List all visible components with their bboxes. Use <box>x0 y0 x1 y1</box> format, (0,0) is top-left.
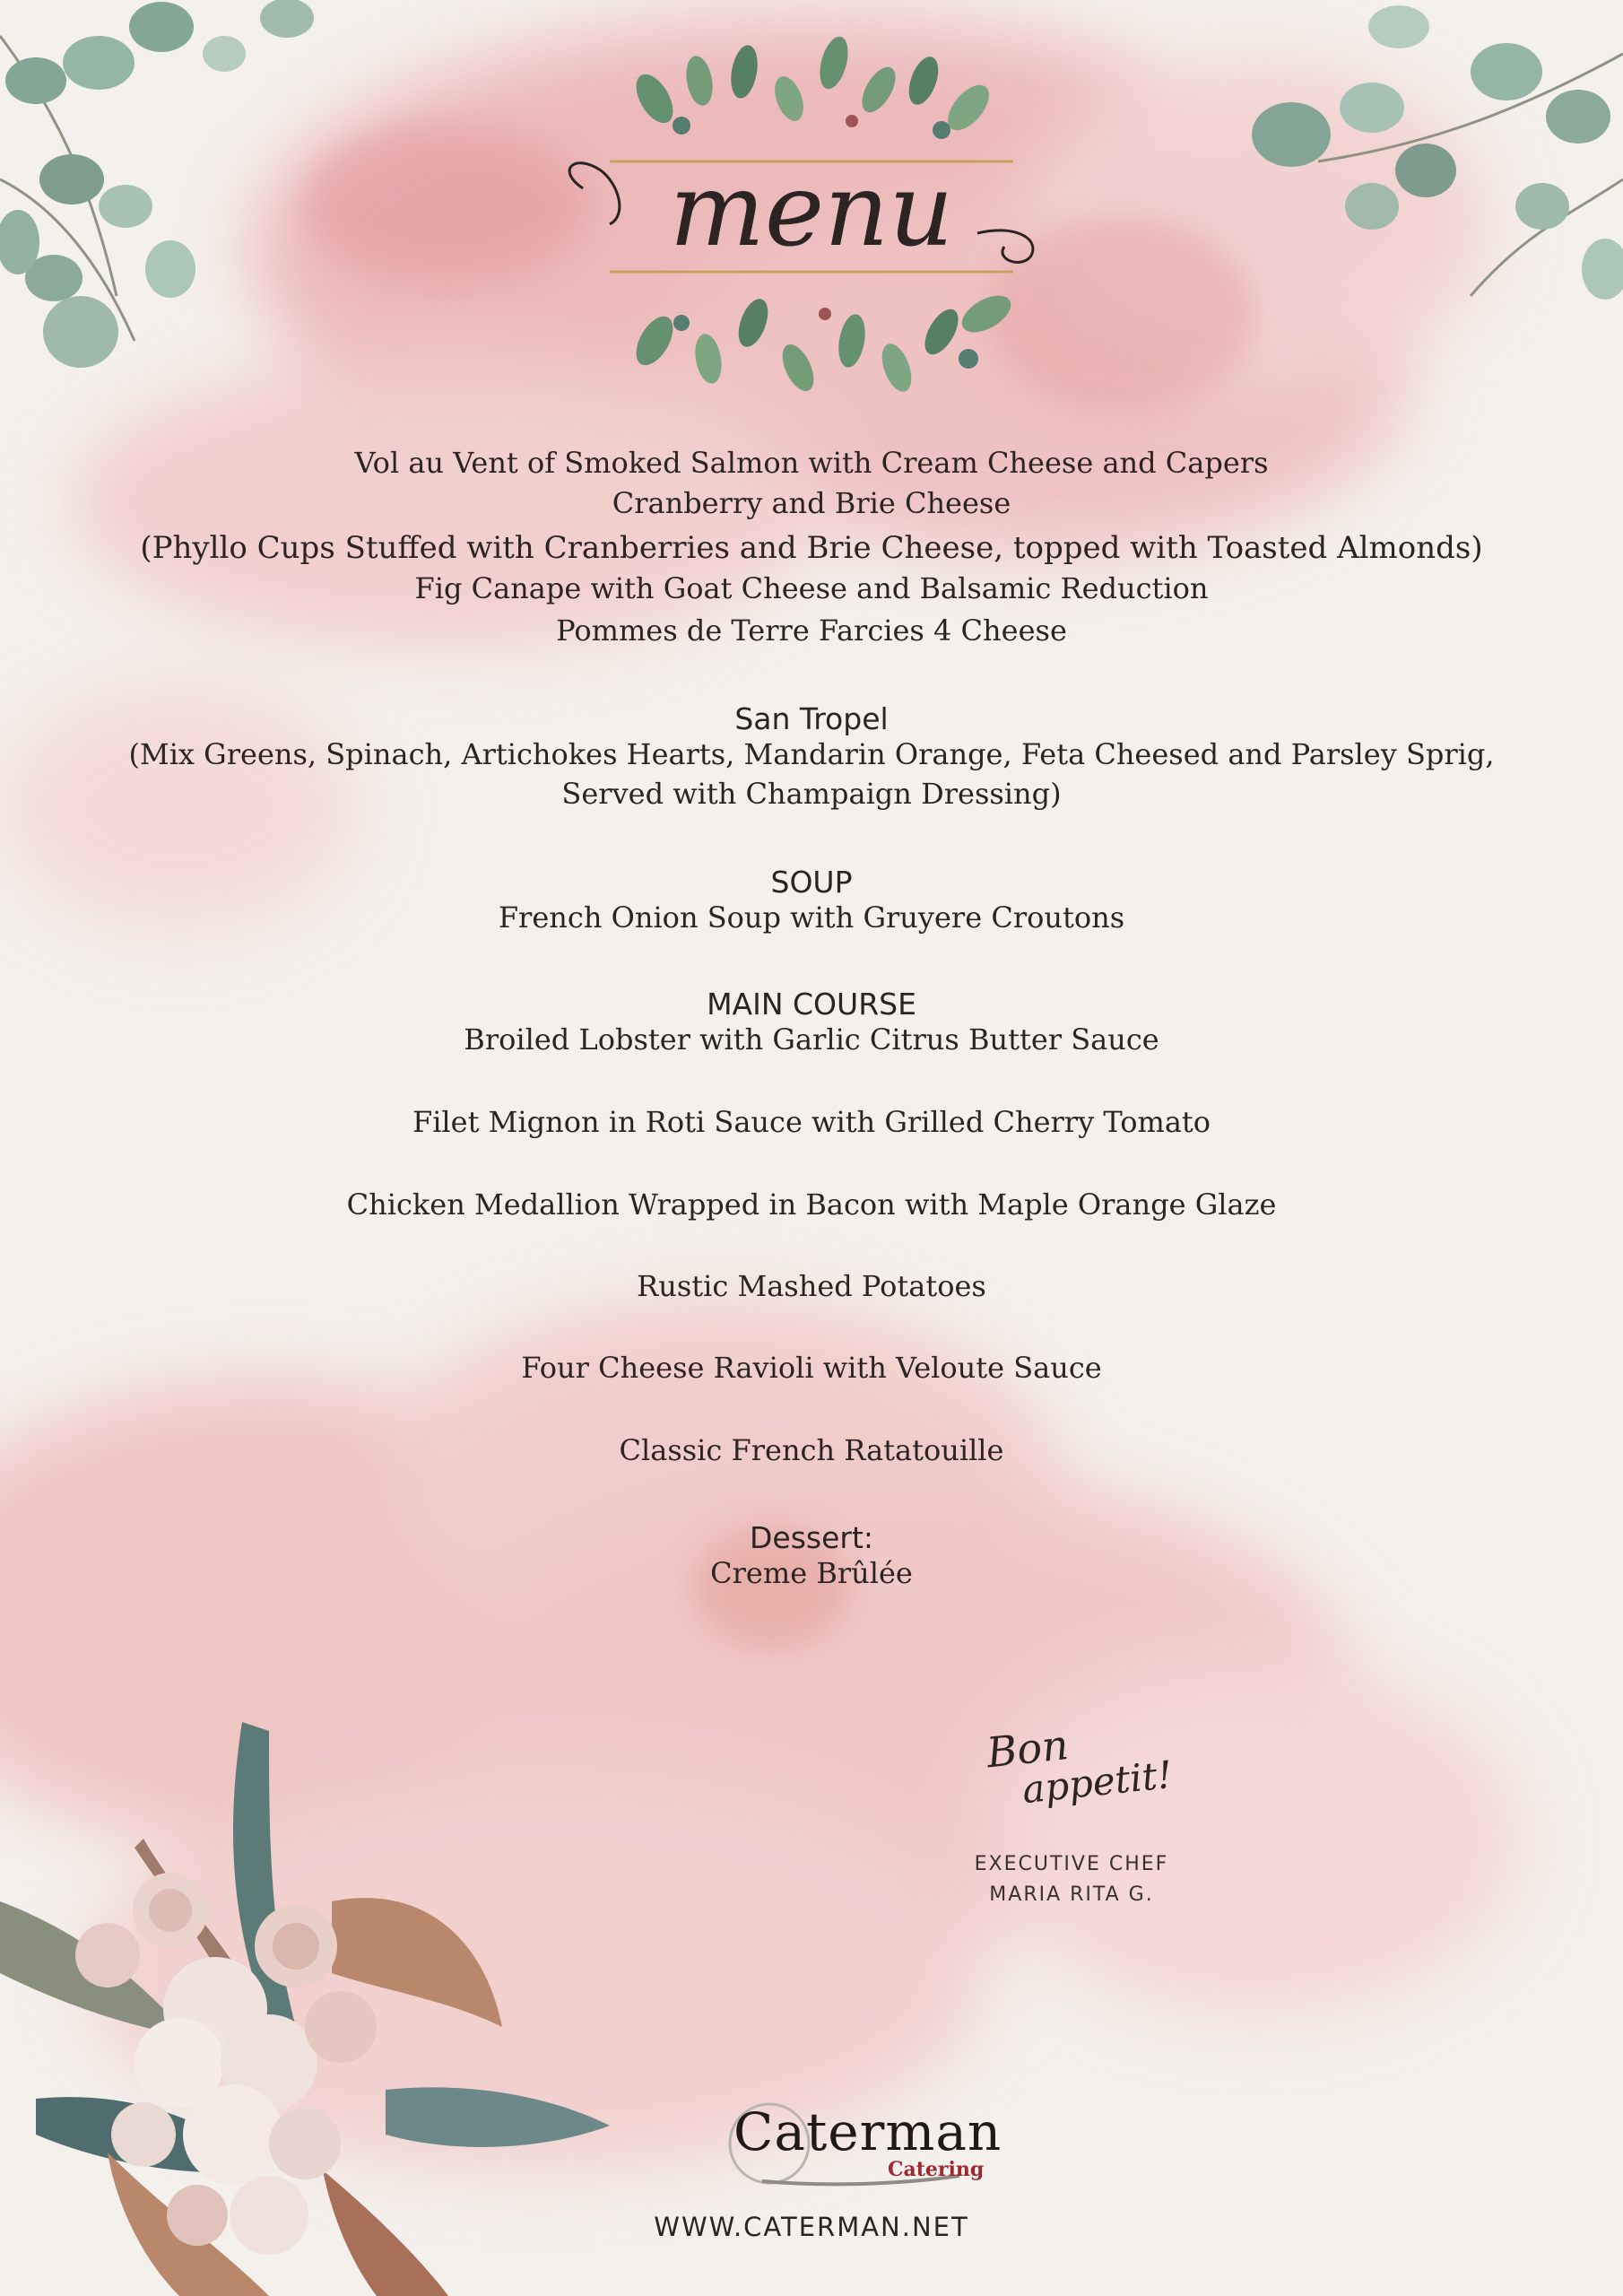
website-url[interactable]: WWW.CATERMAN.NET <box>654 2212 969 2242</box>
soup-item: French Onion Soup with Gruyere Croutons <box>498 900 1125 935</box>
logo-subtitle: Catering <box>888 2158 985 2181</box>
dessert-heading: Dessert: <box>749 1520 874 1555</box>
chef-title: EXECUTIVE CHEF <box>974 1853 1169 1875</box>
main-course-item: Classic French Ratatouille <box>619 1433 1004 1467</box>
appetizer-item-2-description: (Phyllo Cups Stuffed with Cranberries and Brie Cheese, topped with Toasted Almonds) <box>140 530 1483 566</box>
dessert-item: Creme Brûlée <box>710 1556 913 1590</box>
logo-wordmark: Caterman <box>733 2101 1002 2162</box>
chef-name: MARIA RITA G. <box>989 1883 1154 1906</box>
appetizer-item-1: Vol au Vent of Smoked Salmon with Cream Cheese and Capers <box>354 446 1269 480</box>
main-course-heading: MAIN COURSE <box>707 987 916 1022</box>
menu-title: menu <box>669 152 954 269</box>
main-course-item: Filet Mignon in Roti Sauce with Grilled Cherry Tomato <box>412 1105 1211 1139</box>
salad-name: San Tropel <box>734 701 889 736</box>
main-course-item: Four Cheese Ravioli with Veloute Sauce <box>521 1351 1102 1385</box>
main-course-item: Chicken Medallion Wrapped in Bacon with Maple Orange Glaze <box>346 1187 1277 1222</box>
caterman-logo <box>726 2099 1002 2197</box>
appetizer-item-2: Cranberry and Brie Cheese <box>612 486 1011 520</box>
main-course-item: Rustic Mashed Potatoes <box>637 1269 986 1303</box>
appetizer-item-3: Fig Canape with Goat Cheese and Balsamic Reduction <box>414 571 1209 605</box>
salad-description-line-2: Served with Champaign Dressing) <box>561 777 1062 811</box>
bon-appetit-script <box>977 1720 1175 1813</box>
salad-description-line-1: (Mix Greens, Spinach, Artichokes Hearts, Mandarin Orange, Feta Cheesed and Parsley Sprig, <box>128 737 1495 771</box>
main-course-item: Broiled Lobster with Garlic Citrus Butter Sauce <box>464 1022 1159 1057</box>
bon-appetit-line-2: appetit! <box>1020 1752 1175 1813</box>
appetizer-item-4: Pommes de Terre Farcies 4 Cheese <box>556 613 1067 648</box>
bon-appetit-line-1: Bon <box>984 1720 1071 1778</box>
soup-heading: SOUP <box>770 865 853 900</box>
